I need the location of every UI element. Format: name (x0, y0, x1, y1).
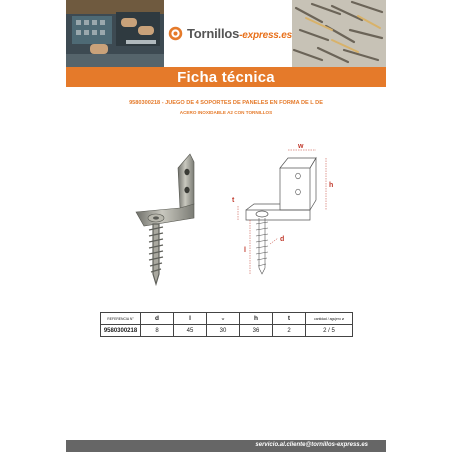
cell-w: 30 (207, 325, 240, 337)
dim-label-l: l (244, 247, 246, 254)
footer-email-link[interactable]: servicio.al.cliente@tornillos-express.es (255, 442, 368, 448)
brand-name: Tornillos-express.es (187, 26, 292, 41)
banner-title: Ficha técnica (177, 68, 275, 86)
cell-d: 8 (141, 325, 174, 337)
header-photo-screws (292, 0, 386, 67)
cell-t: 2 (273, 325, 306, 337)
col-header-quantity: cantidad / agujero ø (306, 313, 353, 325)
dim-label-t: t (232, 197, 235, 204)
col-header-h: h (240, 313, 273, 325)
header-photo-tools (66, 0, 164, 67)
cell-reference: 9580300218 (101, 325, 141, 337)
product-title: 9580300218 - JUEGO DE 4 SOPORTES DE PANELES EN FORMA DE L DE (129, 100, 323, 106)
datasheet-page (66, 0, 386, 452)
table-row (101, 325, 353, 337)
cell-h: 36 (240, 325, 273, 337)
cell-l: 45 (174, 325, 207, 337)
col-header-w: w (207, 313, 240, 325)
technical-drawing (226, 140, 356, 275)
header (66, 0, 386, 67)
dim-label-d: d (280, 236, 285, 243)
product-subtitle: ACERO INOXIDABLE A2 CON TORNILLOS (179, 110, 273, 115)
brand-suffix: -express.es (239, 30, 292, 41)
screw-logo-icon (168, 26, 183, 41)
spec-table (100, 312, 353, 337)
product-photo (132, 148, 222, 288)
datasheet-banner (66, 67, 386, 87)
col-header-t: t (273, 313, 306, 325)
col-header-reference: REFERENCIA N° (101, 313, 141, 325)
dim-label-w: w (298, 143, 304, 150)
brand[interactable] (168, 26, 292, 41)
col-header-d: d (141, 313, 174, 325)
col-header-l: l (174, 313, 207, 325)
dim-label-h: h (329, 182, 334, 189)
footer (66, 440, 386, 452)
table-header-row (101, 313, 353, 325)
cell-quantity: 2 / 5 (306, 325, 353, 337)
